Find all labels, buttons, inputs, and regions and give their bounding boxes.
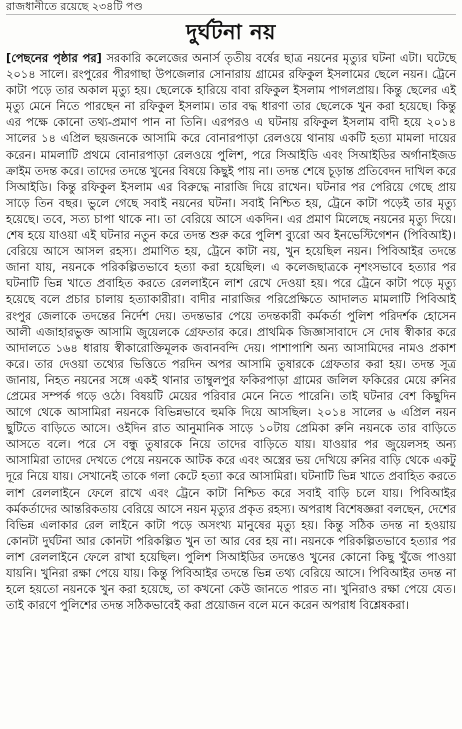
continuation-kicker: [পেছনের পৃষ্ঠার পর] [6,51,102,65]
article-body-text: সরকারি কলেজের অনার্স তৃতীয় বর্ষের ছাত্র নয়নের মৃত্যুর ঘটনা এটা। ঘটেছে ২০১৪ সালে। রংপুরের পীরগাছা উপজেলার সোনারায় গ্রামের রফিকুল ইসলামের ছেলে নয়ন। ট্রেনে কাটা পড়ে তার অকাল মৃত্যু হয়। ছেলেকে হারিয়ে বাবা রফিকুল ইসলাম পাগলপ্রায়। কিন্তু ছেলের এই মৃত্যু মেনে নিতে পারছেন না রফিকুল ইসলাম। তার বদ্ধ ধারণা তার ছেলেকে খুন করা হয়েছে। কিন্তু এর পক্ষে কোনো তথ্য-প্রমাণ পান না তিনি। এরপরও এ ঘটনায় রফিকুল ইসলাম বাদী হয়ে ২০১৪ সালের ১৪ এপ্রিল ছয়জনকে আসামি করে বোনারপাড়া রেলওয়ে থানায় একটি হত্যা মামলা দায়ের করেন। মামলাটি প্রথমে বোনারপাড়া রেলওয়ে পুলিশ, পরে সিআইডি এবং সিআইডির অর্গানাইজড ক্রাইম তদন্ত করে। তাদের তদন্তে খুনের বিষয়ে কিছুই পায় না। তদন্ত শেষে চূড়ান্ত প্রতিবেদন দাখিল করে সিআইডি। কিন্তু রফিকুল ইসলাম এর বিরুদ্ধে নারাজি দিয়ে রাখেন। ঘটনার পর পেরিয়ে গেছে প্রায় সাড়ে তিন বছর। ভুলে গেছে সবাই নয়নের ঘটনা। সবাই নিশ্চিত হয়, ট্রেনে কাটা পড়েই তার মৃত্যু হয়েছে। তবে, সত্য চাপা থাকে না। তা বেরিয়ে আসে একদিন। এর প্রমাণ মিলেছে নয়নের মৃত্যু দিয়ে। শেষ হয়ে যাওয়া এই ঘটনার নতুন করে তদন্ত শুরু করে পুলিশ ব্যুরো অব ইনভেস্টিগেশন (পিবিআই)। বেরিয়ে আসে আসল রহস্য। প্রমাণিত হয়, ট্রেনে কাটা নয়, খুন হয়েছিল নয়ন। পিবিআইর তদন্তে জানা যায়, নয়নকে পরিকল্পিতভাবে হত্যা করা হয়েছিল। এ কলেজছাত্রকে নৃশংসভাবে হত্যার পর ঘটনাটি ভিন্ন খাতে প্রবাহিত করতে রেললাইনে লাশ রেখে দেওয়া হয়। পরে ট্রেনে কাটা পড়ে মৃত্যু হয়েছে বলে প্রচার চালায় হত্যাকারীরা। বাদীর নারাজির পরিপ্রেক্ষিতে আদালত মামলাটি পিবিআই রংপুর জেলাকে তদন্তের নির্দেশ দেয়। তদন্তভার পেয়ে তদন্তকারী কর্মকর্তা পুলিশ পরিদর্শক হোসেন আলী এজাহারভুক্ত আসামি জুয়েলকে গ্রেফতার করে। প্রাথমিক জিজ্ঞাসাবাদে সে দোষ স্বীকার করে আদালতে ১৬৪ ধারায় স্বীকারোক্তিমূলক জবানবন্দি দেয়। পাশাপাশি অন্য আসামিদের নামও প্রকাশ করে। তার দেওয়া তথ্যের ভিত্তিতে পরদিন অপর আসামি তুষারকে গ্রেফতার করা হয়। তদন্ত সূত্র জানায়, নিহত নয়নের সঙ্গে একই থানার তাম্বুলপুর ফকিরপাড়া গ্রামের জলিল ফকিরের মেয়ে রুনির প্রেমের সম্পর্ক গড়ে ওঠে। বিষয়টি মেয়ের পরিবার মেনে নিতে পারেনি। তাই ঘটনার বেশ কিছুদিন আগে থেকে আসামিরা নয়নকে বিভিন্নভাবে হুমকি দিয়ে আসছিল। ২০১৪ সালের ৬ এপ্রিল নয়ন ছুটিতে বাড়িতে আসে। ওইদিন রাত আনুমানিক সাড়ে ১০টায় প্রেমিকা রুনি নয়নকে তার বাড়িতে আসতে বলে। পরে সে বন্ধু তুষারকে নিয়ে তাদের বাড়িতে যায়। যাওয়ার পর জুয়েলসহ অন্য আসামিরা তাদের দেখতে পেয়ে নয়নকে আটক করে এবং অস্ত্রের ভয় দেখিয়ে রুনির বাড়ি থেকে একটু দূরে নিয়ে যায়। সেখানেই তাকে গলা কেটে হত্যা করে আসামিরা। ঘটনাটি ভিন্ন খাতে প্রবাহিত করতে লাশ রেললাইনে ফেলে রাখে এবং ট্রেনে কাটা নিশ্চিত করে সবাই বাড়ি চলে যায়। পিবিআইর কর্মকর্তাদের আন্তরিকতায় বেরিয়ে আসে নয়ন মৃত্যুর প্রকৃত রহস্য। অপরাধ বিশেষজ্ঞরা বলছেন, দেশের বিভিন্ন এলাকার রেল লাইনে কাটা পড়ে অসংখ্য মানুষের মৃত্যু হয়। কিন্তু সঠিক তদন্ত না হওয়ায় কোনটা দুর্ঘটনা আর কোনটা পরিকল্পিত খুন তা আর বের হয় না। নয়নকে পরিকল্পিতভাবে হত্যার পর লাশ রেললাইনে ফেলে রাখা হয়েছিল। পুলিশ সিআইডির তদন্তেও খুনের কোনো কিছু খুঁজে পাওয়া যায়নি। খুনিরা রক্ষা পেয়ে যায়। কিন্তু পিবিআইর তদন্তে ভিন্ন তথ্য বেরিয়ে আসে। পিবিআইর তদন্ত না হলে হয়তো নয়নকে খুন করা হয়েছে, তা কখনো কেউ জানতে পারত না। খুনিরাও রক্ষা পেয়ে যেত। তাই কারণে পুলিশের তদন্ত সঠিকভাবেই করা প্রয়োজন বলে মনে করেন অপরাধ বিশ্লেষকরা। [6,51,456,613]
previous-article-fragment: রাজধানীতে রয়েছে ২৩৪টি পণ্ড [6,0,456,15]
article-headline: দুর্ঘটনা নয় [186,20,276,44]
article-body [6,50,456,613]
